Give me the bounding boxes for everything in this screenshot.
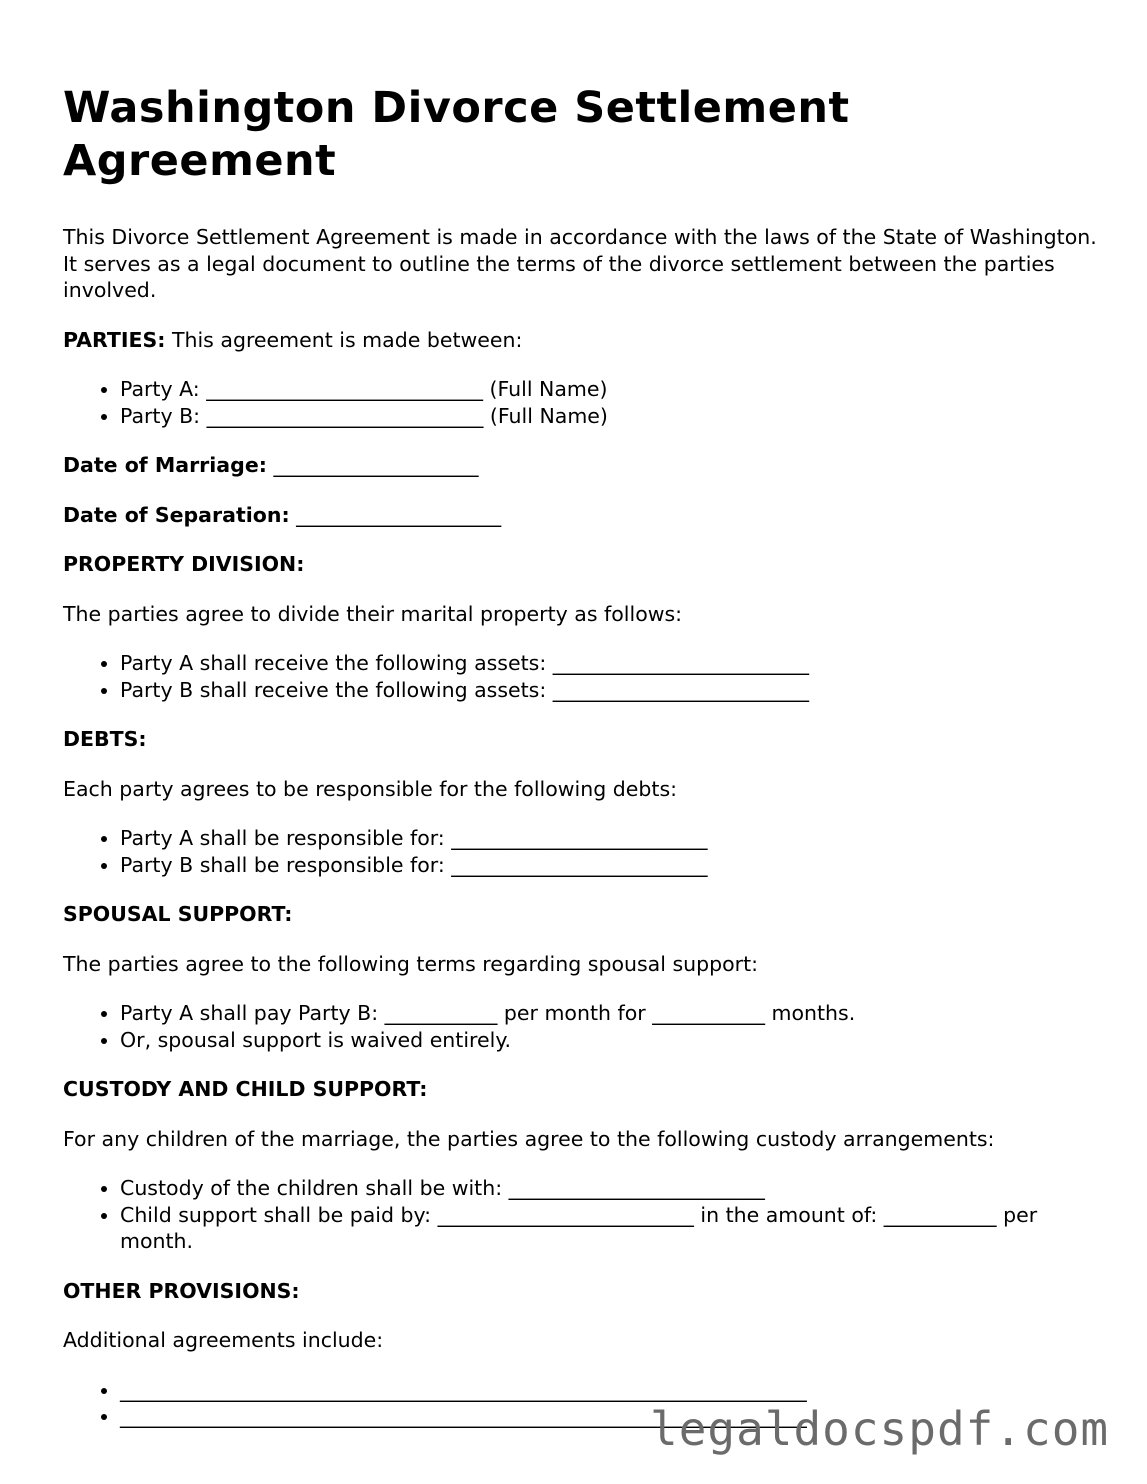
list-item: • Party A: ___________________________ (Full Name) <box>120 376 1103 403</box>
list-item: • Party A shall pay Party B: ___________ per month for ___________ months. <box>120 1000 1103 1027</box>
date-of-marriage-blank: ____________________ <box>266 453 479 477</box>
property-text: The parties agree to divide their marital property as follows: <box>63 601 683 626</box>
date-of-marriage-label: Date of Marriage: <box>63 453 267 477</box>
property-list <box>63 650 1103 703</box>
list-item: • Party B: ___________________________ (Full Name) <box>120 403 1103 430</box>
spousal-list <box>63 1000 1103 1053</box>
list-item: • Party A shall receive the following assets: _________________________ <box>120 650 1103 677</box>
intro-paragraph: This Divorce Settlement Agreement is made in accordance with the laws of the State of Washington. It serves as a legal document to outline the terms of the divorce settlement between the parties involved. <box>63 225 1097 302</box>
parties-label: PARTIES: <box>63 327 166 352</box>
spousal-heading <box>63 901 1103 928</box>
list-item: • ___________________________________________________________________ <box>120 1403 1103 1430</box>
debts-list <box>63 825 1103 878</box>
other-text: Additional agreements include: <box>63 1328 384 1352</box>
parties-paragraph <box>63 327 1103 354</box>
debts-heading-text: DEBTS: <box>63 727 147 751</box>
debts-heading <box>63 726 1103 753</box>
list-item: • Party B shall be responsible for: _________________________ <box>120 852 1103 879</box>
document-page <box>63 82 1103 1430</box>
custody-heading-text: CUSTODY AND CHILD SUPPORT: <box>63 1077 428 1101</box>
property-heading <box>63 551 1103 578</box>
watermark: legaldocspdf.com <box>650 1402 1110 1456</box>
list-item: • ___________________________________________________________________ <box>120 1377 1103 1404</box>
list-item: • Party A shall be responsible for: _________________________ <box>120 825 1103 852</box>
custody-list <box>63 1175 1103 1255</box>
date-of-separation-blank: ____________________ <box>289 502 502 527</box>
date-of-marriage <box>63 452 1103 479</box>
custody-text: For any children of the marriage, the parties agree to the following custody arrangements: <box>63 1126 995 1151</box>
list-item: • Or, spousal support is waived entirely. <box>120 1027 1103 1054</box>
spousal-text: The parties agree to the following terms regarding spousal support: <box>63 951 759 976</box>
spousal-heading-text: SPOUSAL SUPPORT: <box>63 902 293 926</box>
other-heading <box>63 1278 1103 1305</box>
parties-list <box>63 376 1103 429</box>
date-of-separation <box>63 502 1103 529</box>
parties-text: This agreement is made between: <box>165 327 523 352</box>
list-item: • Party B shall receive the following assets: _________________________ <box>120 677 1103 704</box>
list-item: • Custody of the children shall be with: _________________________ <box>120 1175 1103 1202</box>
property-heading-text: PROPERTY DIVISION: <box>63 552 305 576</box>
other-heading-text: OTHER PROVISIONS: <box>63 1278 300 1303</box>
custody-heading <box>63 1076 1103 1103</box>
debts-text: Each party agrees to be responsible for the following debts: <box>63 776 678 801</box>
document-title: Washington Divorce Settlement Agreement <box>63 83 850 186</box>
date-of-separation-label: Date of Separation: <box>63 502 290 527</box>
list-item: • Child support shall be paid by: _________________________ in the amount of: ___________ per month. <box>120 1202 1103 1255</box>
